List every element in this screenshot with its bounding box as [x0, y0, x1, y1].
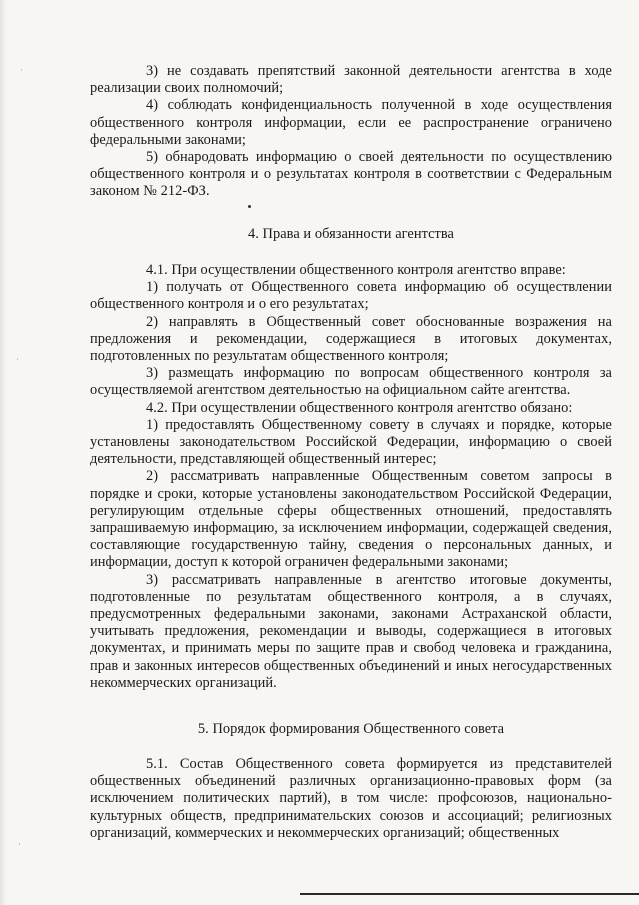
paragraph: 2) рассматривать направленные Общественным советом запросы в порядке и сроки, которые установлены законодательством Российской Федерации, регулирующим отдельные сферы общественных отношений, предоставлять запрашиваемую информацию, за исключением информации, содержащей сведения, составляющие государственную тайну, сведения о персональных данных, и информации, доступ к которой ограничен федеральными законами;: [90, 468, 612, 571]
paragraph: 1) получать от Общественного совета информацию об осуществлении общественного контроля и о его результатах;: [90, 279, 612, 313]
section-4-heading-wrap: [90, 226, 612, 243]
paragraph: 5) обнародовать информацию о своей деятельности по осуществлению общественного контроля и о результатах контроля в соответствии с Федеральным законом № 212-ФЗ.: [90, 149, 612, 200]
text-block-obligations-council: [90, 63, 612, 201]
ink-speck: [248, 205, 251, 208]
margin-speck: ·: [18, 840, 21, 850]
paragraph: 1) предоставлять Общественному совету в случаях и порядке, которые установлены законодательством Российской Федерации, информацию о своей деятельности, представляющей общественный интерес;: [90, 416, 612, 468]
margin-speck: ·: [20, 66, 23, 76]
text-block-council-formation: [90, 756, 612, 842]
section-5-heading-wrap: [90, 721, 612, 738]
paragraph: 2) направлять в Общественный совет обоснованные возражения на предложения и рекомендации, содержащиеся в итоговых документах, подготовленных по результатам общественного контроля;: [90, 313, 612, 365]
paragraph: 3) не создавать препятствий законной деятельности агентства в ходе реализации своих полномочий;: [90, 63, 612, 97]
paragraph: 3) размещать информацию по вопросам общественного контроля за осуществляемой агентством деятельностью на официальном сайте агентства.: [90, 365, 612, 399]
paragraph: 4) соблюдать конфиденциальность полученной в ходе осуществления общественного контроля информации, если ее распространение ограничено федеральными законами;: [90, 97, 612, 148]
scan-edge-shadow: [0, 0, 6, 905]
paragraph: 3) рассматривать направленные в агентство итоговые документы, подготовленные по результатам общественного контроля, а в случаях, предусмотренных федеральными законами, законами Астраханской области, учитывать предложения, рекомендации и выводы, содержащиеся в итоговых документах, и принимать меры по защите прав и свобод человека и гражданина, прав и законных интересов общественных объединений и иных негосударственных некоммерческих организаций.: [90, 571, 612, 691]
scan-bottom-edge: [300, 893, 639, 895]
text-block-agency-rights: [90, 262, 612, 692]
section-4-title: 4. Права и обязанности агентства: [248, 226, 454, 242]
margin-speck: ·: [16, 355, 19, 365]
paragraph: 4.2. При осуществлении общественного контроля агентство обязано:: [146, 399, 573, 416]
paragraph: 5.1. Состав Общественного совета формируется из представителей общественных объединений различных организационно-правовых форм (за исключением политических партий), в том числе: профсоюзов, национально-культурных обществ, предпринимательских союзов и ассоциаций; религиозных организаций, коммерческих и некоммерческих организаций; общественных: [90, 756, 612, 841]
section-5-title: 5. Порядок формирования Общественного совета: [197, 721, 505, 737]
paragraph: 4.1. При осуществлении общественного контроля агентство вправе:: [146, 262, 566, 278]
